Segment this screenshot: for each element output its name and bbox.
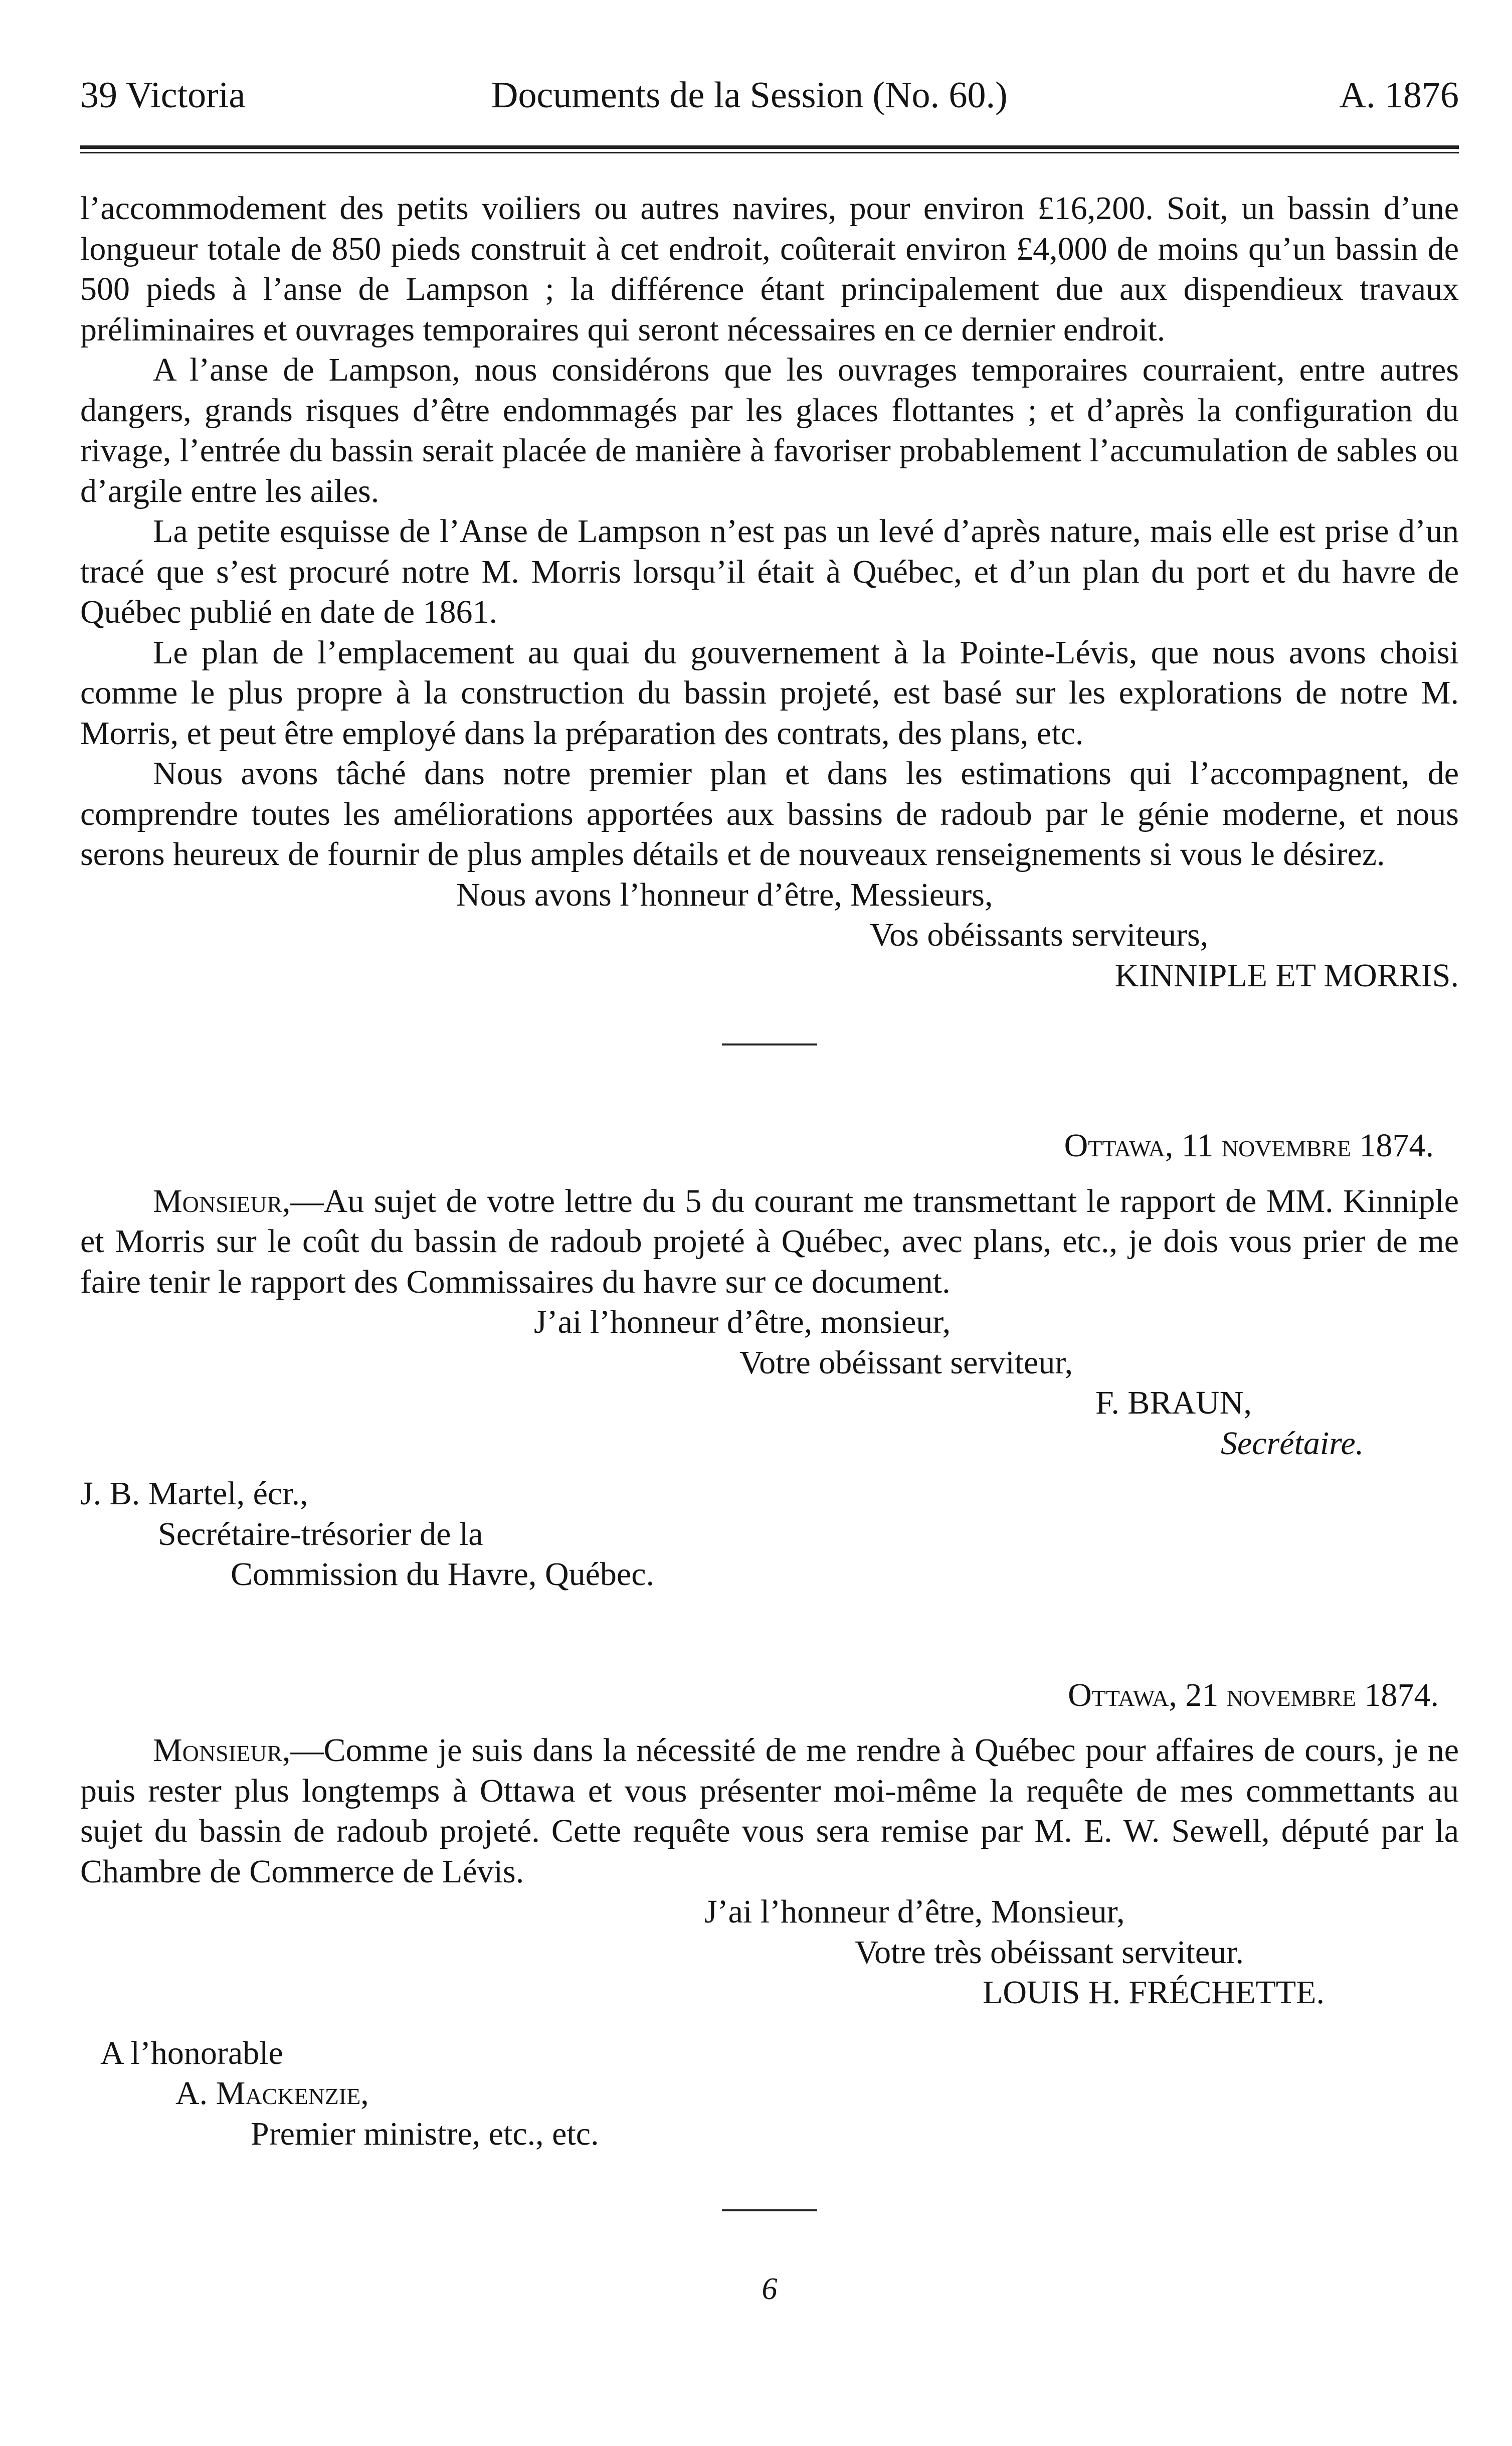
page-number: 6 bbox=[762, 2272, 778, 2306]
running-header bbox=[80, 65, 1459, 125]
letter2-title: Secrétaire. bbox=[1221, 1425, 1364, 1462]
section1-signature: KINNIPLE ET MORRIS. bbox=[1114, 957, 1459, 994]
letter3-paragraph bbox=[80, 1730, 1459, 1892]
letter3-signature: LOUIS H. FRÉCHETTE. bbox=[983, 1974, 1325, 2011]
letter2-addressee-1: J. B. Martel, écr., bbox=[80, 1475, 308, 1512]
letter2-addressee-2: Secrétaire-trésorier de la bbox=[158, 1515, 483, 1552]
letter2-body-block bbox=[80, 1181, 1459, 1303]
section1-paragraph-4: Le plan de l’emplacement au quai du gouvernement à la Pointe-Lévis, que nous avons choisi comme le plus propre à la construction du bassin projeté, est basé sur les explorations de notre M. Morris, et peut être employé dans la préparation des contrats, des plans, etc. bbox=[80, 634, 1459, 752]
letter3-addressee-2: A. Mackenzie, bbox=[175, 2075, 369, 2112]
section1-paragraph-5: Nous avons tâché dans notre premier plan et dans les estimations qui l’accompagnent, de comprendre toutes les améliorations apportées aux bassins de radoub par le génie moderne, et nous serons heureux de fournir de plus amples détails et de nouveaux renseignements si vous le désirez. bbox=[80, 755, 1459, 872]
header-rule bbox=[80, 145, 1459, 153]
header-right: A. 1876 bbox=[1339, 75, 1459, 116]
letter3-body-block bbox=[80, 1730, 1459, 1892]
letter2-salutation: Monsieur, bbox=[153, 1182, 291, 1219]
letter2-signature: F. BRAUN, bbox=[1095, 1384, 1252, 1421]
letter2-paragraph bbox=[80, 1181, 1459, 1303]
letter2-closing-1: J’ai l’honneur d’être, monsieur, bbox=[534, 1304, 951, 1340]
letter3-addressee-3: Premier ministre, etc., etc. bbox=[251, 2115, 599, 2152]
section1-closing-1: Nous avons l’honneur d’être, Messieurs, bbox=[456, 876, 993, 913]
letter2-closing-2: Votre obéissant serviteur, bbox=[739, 1344, 1073, 1381]
section1-closing-2: Vos obéissants serviteurs, bbox=[870, 917, 1209, 953]
letter2-addressee-3: Commission du Havre, Québec. bbox=[231, 1556, 655, 1593]
letter2-body: —Au sujet de votre lettre du 5 du courant me transmettant le rapport de MM. Kinniple et Morris sur le coût du bassin de radoub projeté à Québec, avec plans, etc., je dois vous prier de me faire tenir le rapport des Commissaires du havre sur ce document. bbox=[80, 1182, 1459, 1300]
letter2-dateline: Ottawa, 11 novembre 1874. bbox=[1064, 1127, 1434, 1164]
letter3-salutation: Monsieur, bbox=[153, 1732, 291, 1769]
section1-body bbox=[80, 189, 1459, 875]
header-left: 39 Victoria bbox=[80, 75, 246, 116]
letter3-addressee-1: A l’honorable bbox=[100, 2034, 283, 2071]
letter3-body: —Comme je suis dans la nécessité de me rendre à Québec pour affaires de cours, je ne puis rester plus longtemps à Ottawa et vous présenter moi-même la requête de mes commettants au sujet du bassin de radoub projeté. Cette requête vous sera remise par M. E. W. Sewell, député par la Chambre de Commerce de Lévis. bbox=[80, 1732, 1459, 1890]
header-center: Documents de la Session (No. 60.) bbox=[491, 75, 1008, 116]
document-page bbox=[80, 65, 1459, 2412]
letter3-dateline: Ottawa, 21 novembre 1874. bbox=[1068, 1676, 1439, 1713]
section1-paragraph-1: l’accommodement des petits voiliers ou autres navires, pour environ £16,200. Soit, un bassin d’une longueur totale de 850 pieds construit à cet endroit, coûterait environ £4,000 de moins qu’un bassin de 500 pieds à l’anse de Lampson ; la différence étant principalement due aux dispendieux travaux préliminaires et ouvrages temporaires qui seront nécessaires en ce dernier endroit. bbox=[80, 190, 1459, 348]
section1-paragraph-3: La petite esquisse de l’Anse de Lampson n’est pas un levé d’après nature, mais elle est prise d’un tracé que s’est procuré notre M. Morris lorsqu’il était à Québec, et d’un plan du port et du havre de Québec publié en date de 1861. bbox=[80, 513, 1459, 630]
letter3-closing-1: J’ai l’honneur d’être, Monsieur, bbox=[704, 1893, 1125, 1930]
section1-paragraph-2: A l’anse de Lampson, nous considérons que les ouvrages temporaires courraient, entre autres dangers, grands risques d’être endommagés par les glaces flottantes ; et d’après la configuration du rivage, l’entrée du bassin serait placée de manière à favoriser probablement l’accumulation de sables ou d’argile entre les ailes. bbox=[80, 352, 1459, 509]
letter3-closing-2: Votre très obéissant serviteur. bbox=[855, 1934, 1244, 1971]
